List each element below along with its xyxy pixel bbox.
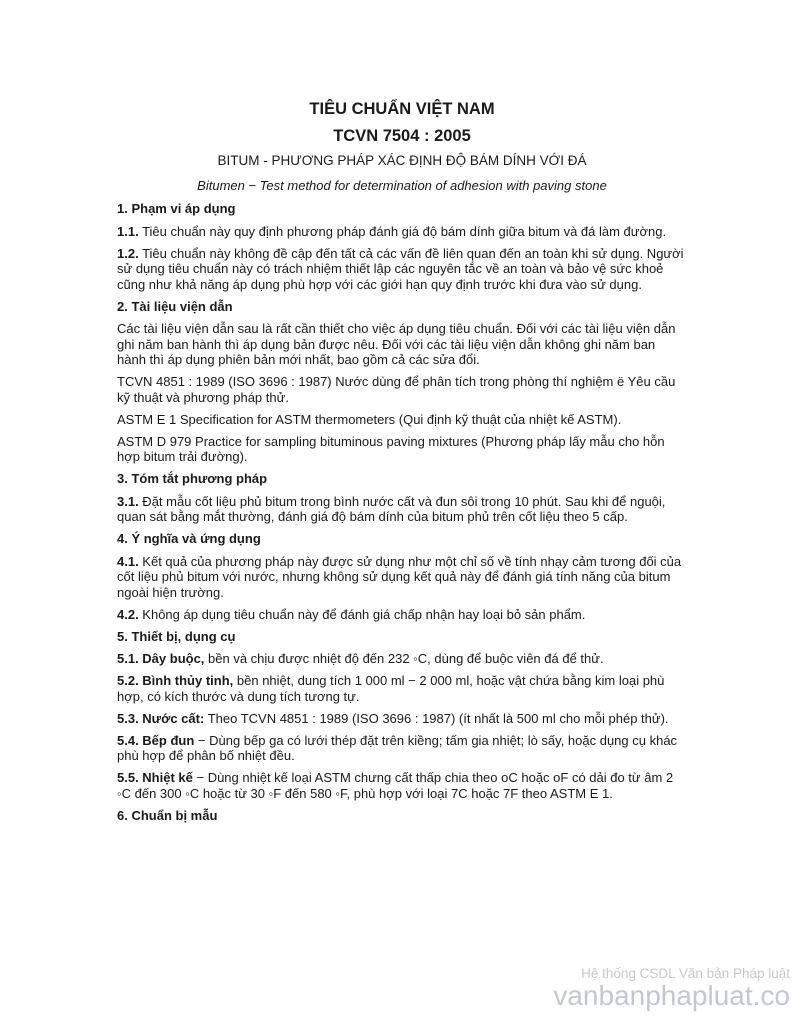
clause-number: 4.1. [117,553,139,569]
paragraph-5-2 [117,673,687,704]
section-heading-scope: 1. Phạm vi áp dụng [117,201,236,216]
paragraph-4-2 [117,607,687,623]
watermark-site-name: vanbanphapluat.co [553,980,790,1011]
reference-astm-d979: ASTM D 979 Practice for sampling bituminous paving mixtures (Phương pháp lấy mẫu cho hỗn hợp bitum trải đường). [117,433,665,464]
clause-text: bền và chịu được nhiệt độ đến 232 ◦C, dùng để buộc viên đá để thử. [204,651,604,666]
watermark-caption: Hệ thống CSDL Văn bản Pháp luật [581,966,790,981]
reference-astm-e1: ASTM E 1 Specification for ASTM thermometers (Qui định kỹ thuật của nhiệt kế ASTM). [117,411,622,427]
paragraph-5-4 [117,733,687,764]
clause-number: 4.2. [117,606,139,622]
paragraph-4-1 [117,554,687,601]
clause-number: 5.3. Nước cất: [117,710,205,726]
section-heading-significance: 4. Ý nghĩa và ứng dụng [117,531,261,546]
english-title: Bitumen − Test method for determination of adhesion with paving stone [197,178,607,193]
document-title: TIÊU CHUẨN VIỆT NAM [309,100,495,118]
paragraph-5-5 [117,770,687,801]
clause-text: bền nhiệt, dung tích 1 000 ml − 2 000 ml, hoặc vật chứa bằng kim loại phù hợp, có kích thước và dung tích tương tự. [117,673,665,704]
section-heading-references: 2. Tài liệu viện dẫn [117,298,233,314]
document-subtitle: BITUM - PHƯƠNG PHÁP XÁC ĐỊNH ĐỘ BÁM DÍNH VỚI ĐÁ [217,153,587,168]
paragraph-3-1 [117,494,687,525]
clause-text: − Dùng bếp ga có lưới thép đặt trên kiềng; tấm gia nhiệt; lò sấy, hoặc dụng cụ khác phù hợp để phân bố nhiệt đều. [117,732,678,763]
document-body [117,201,687,830]
standard-code: TCVN 7504 : 2005 [333,127,471,145]
clause-text: Đặt mẫu cốt liệu phủ bitum trong bình nước cất và đun sôi trong 10 phút. Sau khi để nguội, quan sát bằng mắt thường, đánh giá độ bám dính của bitum phủ trên cốt liệu theo 5 cấp. [117,493,666,524]
paragraph-5-1 [117,651,687,667]
clause-number: 1.1. [117,223,139,239]
section-heading-summary: 3. Tóm tắt phương pháp [117,471,268,486]
clause-text: Kết quả của phương pháp này được sử dụng như một chỉ số về tính nhạy cảm tương đối của cốt liệu phủ bitum với nước, nhưng không sử dụng kết quả này để đánh giá tính năng của bitum ngoài hiện trường. [117,553,682,600]
clause-text: − Dùng nhiệt kế loại ASTM chưng cất thấp chia theo oC hoặc oF có dải đo từ âm 2 ◦C đến 300 ◦C hoặc từ 30 ◦F đến 580 ◦F, phù hợp với loại 7C hoặc 7F theo ASTM E 1. [117,770,674,801]
clause-text: Theo TCVN 4851 : 1989 (ISO 3696 : 1987) (ít nhất là 500 ml cho mỗi phép thử). [204,710,669,726]
paragraph-1-2 [117,246,687,293]
clause-text: Tiêu chuẩn này không đề cập đến tất cả các vấn đề liên quan đến an toàn khi sử dụng. Người sử dụng tiêu chuẩn này có trách nhiệm thiết lập các nguyên tắc về an toàn và bảo vệ sức khoẻ cũng như khả năng áp dụng phù hợp với các giới hạn quy định trước khi đưa vào sử dụng. [117,245,684,292]
reference-tcvn-4851: TCVN 4851 : 1989 (ISO 3696 : 1987) Nước dùng để phân tích trong phòng thí nghiệm ë Yêu cầu kỹ thuật và phương pháp thử. [117,374,676,405]
clause-text: Không áp dụng tiêu chuẩn này để đánh giá chấp nhận hay loại bỏ sản phẩm. [138,606,586,622]
section-heading-apparatus: 5. Thiết bị, dụng cụ [117,628,236,644]
clause-number: 1.2. [117,245,139,261]
clause-number: 5.5. Nhiệt kế [117,770,193,785]
section-heading-sample-prep: 6. Chuẩn bị mẫu [117,807,218,823]
clause-text: Tiêu chuẩn này quy định phương pháp đánh giá độ bám dính giữa bitum và đá làm đường. [138,223,667,239]
clause-number: 3.1. [117,493,139,509]
references-intro: Các tài liệu viện dẫn sau là rất cần thiết cho việc áp dụng tiêu chuẩn. Đối với các tài liệu viện dẫn ghi năm ban hành thì áp dụng bản được nêu. Đối với các tài liệu viện dẫn không ghi năm ban hành thì áp dụng phiên bản mới nhất, bao gồm cả các sửa đổi. [117,321,676,367]
clause-number: 5.2. Bình thủy tinh, [117,673,234,688]
paragraph-5-3 [117,711,687,727]
clause-number: 5.1. Dây buộc, [117,651,205,666]
clause-number: 5.4. Bếp đun [117,732,195,748]
paragraph-1-1 [117,224,687,240]
